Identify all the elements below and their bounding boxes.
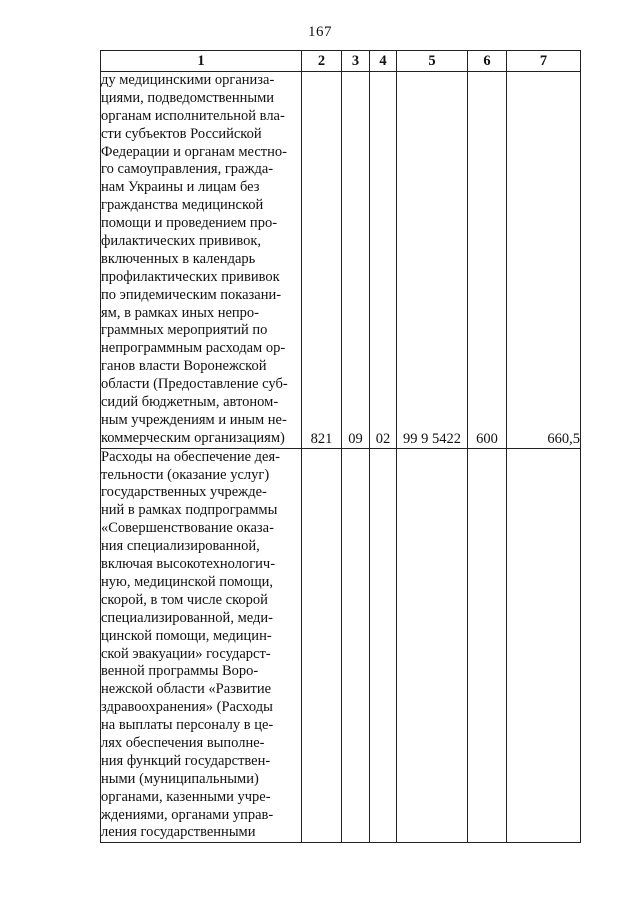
description-line: ской эвакуации» государст- xyxy=(101,645,271,662)
cell-subsection xyxy=(370,448,397,843)
description-line: государственных учрежде- xyxy=(101,484,267,501)
column-header-2: 2 xyxy=(302,51,342,72)
header-row xyxy=(101,51,581,72)
cell-admin-code xyxy=(302,448,342,843)
description-line: включенных в календарь xyxy=(101,250,256,267)
column-header-5: 5 xyxy=(397,51,468,72)
description-line: органам исполнительной вла- xyxy=(101,107,285,124)
cell-amount: 660,5 xyxy=(507,72,581,449)
description-line: ждениями, органами управ- xyxy=(101,806,274,823)
description-line: нежской области «Развитие xyxy=(101,681,272,698)
description-line: ям, в рамках иных непро- xyxy=(101,304,259,321)
description-line: ным учреждениям и иным не- xyxy=(101,411,287,428)
cell-subsection: 02 xyxy=(370,72,397,449)
cell-amount xyxy=(507,448,581,843)
description-line: ний в рамках подпрограммы xyxy=(101,502,278,519)
column-header-7: 7 xyxy=(507,51,581,72)
cell-target-item xyxy=(397,448,468,843)
description-line: по эпидемическим показани- xyxy=(101,286,282,303)
description-line: ную, медицинской помощи, xyxy=(101,573,274,590)
description-line: нам Украины и лицам без xyxy=(101,179,260,196)
description-line: тельности (оказание услуг) xyxy=(101,466,270,483)
description-line: области (Предоставление суб- xyxy=(101,376,288,393)
description-line: Расходы на обеспечение дея- xyxy=(101,448,280,465)
description-line: помощи и проведением про- xyxy=(101,215,278,232)
page-number: 167 xyxy=(308,24,332,40)
description-line: органами, казенными учре- xyxy=(101,788,271,805)
description-line: лях обеспечения выполне- xyxy=(101,734,265,751)
description-line: циями, подведомственными xyxy=(101,89,275,106)
description-line: граммных мероприятий по xyxy=(101,322,268,339)
column-header-1: 1 xyxy=(101,51,302,72)
description-line: здравоохранения» (Расходы xyxy=(101,699,273,716)
description-line: ния функций государствен- xyxy=(101,752,271,769)
description-line: непрограммным расходам ор- xyxy=(101,340,286,357)
cell-expense-type xyxy=(468,448,507,843)
description-line: цинской помощи, медицин- xyxy=(101,627,272,644)
table-row xyxy=(101,448,581,843)
cell-expense-type: 600 xyxy=(468,72,507,449)
budget-table xyxy=(100,50,581,843)
description-line: сти субъектов Российской xyxy=(101,125,262,142)
table-row xyxy=(101,72,581,449)
description-line: ганов власти Воронежской xyxy=(101,358,267,375)
description-line: на выплаты персоналу в це- xyxy=(101,717,274,734)
description-line: венной программы Воро- xyxy=(101,663,259,680)
description-line: специализированной, меди- xyxy=(101,609,273,626)
cell-section: 09 xyxy=(342,72,370,449)
description-line: Федерации и органам местно- xyxy=(101,143,287,160)
cell-target-item: 99 9 5422 xyxy=(397,72,468,449)
description-line: ду медицинскими организа- xyxy=(101,72,275,88)
row-description xyxy=(101,72,302,449)
cell-section xyxy=(342,448,370,843)
description-line: включая высокотехнологич- xyxy=(101,556,276,573)
description-line: коммерческим организациям) xyxy=(101,429,285,446)
column-header-3: 3 xyxy=(342,51,370,72)
cell-admin-code: 821 xyxy=(302,72,342,449)
row-description xyxy=(101,448,302,843)
description-line: го самоуправления, гражда- xyxy=(101,161,274,178)
description-line: «Совершенствование оказа- xyxy=(101,520,274,537)
description-line: ными (муниципальными) xyxy=(101,770,259,787)
description-line: ния специализированной, xyxy=(101,538,260,555)
description-line: скорой, в том числе скорой xyxy=(101,591,268,608)
description-line: гражданства медицинской xyxy=(101,197,264,214)
description-line: профилактических прививок xyxy=(101,268,280,285)
column-header-6: 6 xyxy=(468,51,507,72)
column-header-4: 4 xyxy=(370,51,397,72)
description-line: сидий бюджетным, автоном- xyxy=(101,394,279,411)
description-line: ления государственными xyxy=(101,824,256,841)
description-line: филактических прививок, xyxy=(101,233,262,250)
